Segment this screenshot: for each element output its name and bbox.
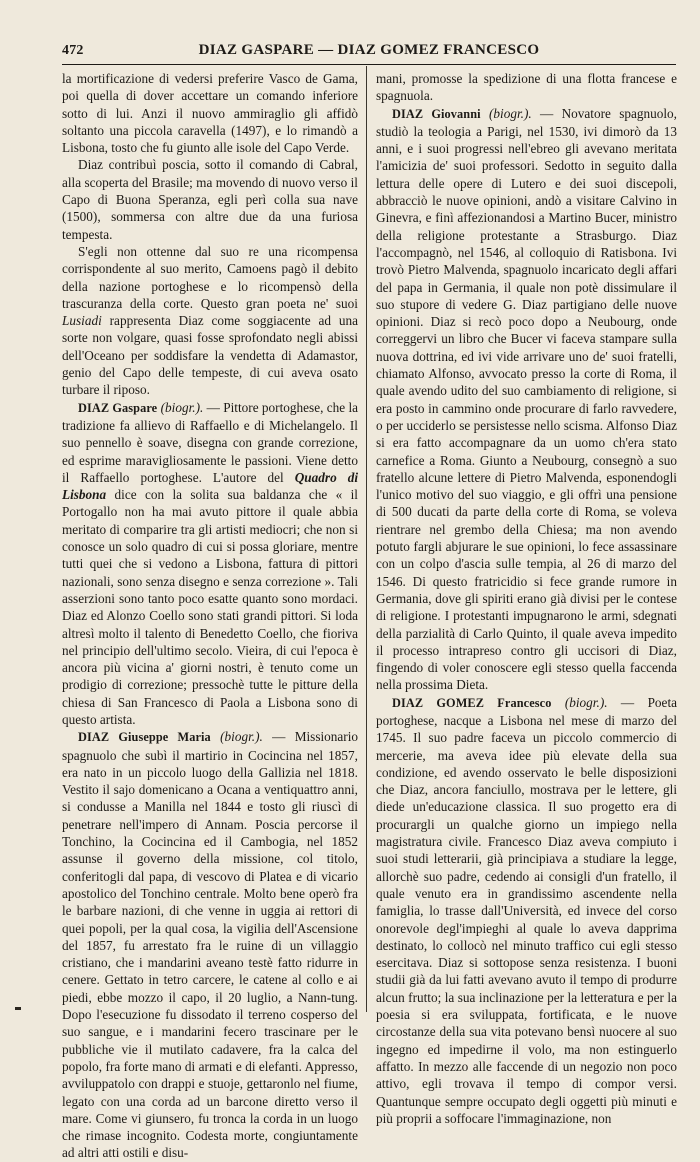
lusiadi-title: Lusiadi: [62, 313, 102, 329]
entry-category-tag: (biogr.).: [160, 399, 204, 415]
entry-category-tag: (biogr.).: [564, 694, 608, 710]
entry-headword: DIAZ Gaspare: [78, 400, 158, 415]
entry-diaz-gaspare: [62, 399, 358, 729]
right-column: [376, 70, 678, 1126]
header-rule: [62, 64, 676, 65]
entry-text-b: dice con la solita sua baldanza che « il Portogallo non ha mai avuto pittore il quale abbia meritato di comparire tra gli artisti mediocri; che non si conosce un solo quadro di cui si possa gloriare, mentre tutti quei che si vedono a Lisbona, fattura di pittori nazionali, sono senza disegno e senza correzione ». Tali asserzioni sono tanto poco esatte quanto sono mordaci. Diaz ed Alonzo Coello sono stati grandi pittori. Si loda altresì molto il talento di Benedetto Coello, che fioriva nel principio dell'ultimo secolo. Vieira, di cui l'epoca è ancora più vicina a' giorni nostri, è tenuto come un prodigio di correzione; pressochè tutte le pitture della chiesa di San Francesco di Paola a Lisbona sono di questo artista.: [62, 487, 358, 727]
entry-diaz-gomez-francesco: [376, 694, 677, 1127]
quadro-di-lisbona-title: Quadro di Lisbona: [62, 469, 359, 503]
entry-diaz-giovanni: [376, 105, 677, 694]
running-head: [62, 40, 676, 62]
entry-category-tag: (biogr.).: [220, 729, 263, 745]
dias-cabral-paragraph: Diaz contribuì poscia, sotto il comando di Cabral, alla scoperta del Brasile; ma movendo di nuovo verso il Capo di Buona Speranza, egli perì colla sua nave (1500), sommersa con altre due da una furiosa tempesta.: [62, 157, 358, 242]
camoens-text-a: S'egli non ottenne dal suo re una ricompensa corrispondente al suo merito, Camoens pagò il debito della nazione portoghese e lo ricompensò della trascuranza della corte. Questo gran poeta ne' suoi: [62, 243, 358, 311]
entry-diaz-giuseppe-maria: [62, 728, 358, 1161]
entry-category-tag: (biogr.).: [488, 105, 532, 121]
entry-text: — Missionario spagnuolo che subì il martirio in Cocincina nel 1857, era nato in un piccolo luogo della Gallizia nel 1818. Vestito il sajo domenicano a Ocana a ventiquattro anni, si condusse a Manilla nel 1844 e tosto gli riuscì di penetrare nell'impero di Annam. Poscia percorse il Tonchino, la Cocincina ed il Cambogia, nel 1852 assunse il governo della missione, col titolo, conferitogli dal papa, di vescovo di Platea e di vicario apostolico del Tonchino centrale. Molto bene operò fra le barbare nazioni, di che venne in uggia ai rettori di quei popoli, per la qual cosa, la vigilia dell'Ascensione del 1857, fu arrestato fra le ruine di un villaggio cristiano, che i mandarini aveano testè fatto ridurre in cenere. Gettato in tetro carcere, le catene al collo e ai piedi, ebbe mozzo il capo, il 20 luglio, a Nann-tung. Dopo l'esecuzione fu dissodato il terreno cosperso del suo sangue, e i mandarini fecero trascinare per le pubbliche vie il mutilato cadavere, fra la calca del popolo, fra forte mano di armati e di elefanti. Appresso, avviluppatolo con drappi e stuoje, gettaronlo nel fiume, legato con una corda ad un barcone diretto verso il mare. Come vi giunsero, fu tronca la corda in un luogo che rimase incognito. Codesta morte, congiuntamente ad altri atti ostili e disu-: [62, 729, 359, 1161]
entry-text-a: — Pittore portoghese, che la tradizione fa allievo di Raffaello e di Michelangelo. Il suo pennello è soave, disegna con grande correzione, ed esprime maravigliosamente le passioni. Viene detto il Raffaello portoghese. L'autore del: [62, 399, 359, 485]
entry-headword: DIAZ GOMEZ Francesco: [392, 695, 552, 710]
giuseppe-continuation: mani, promosse la spedizione di una flotta francese e spagnuola.: [376, 71, 677, 104]
column-divider: [366, 66, 367, 1012]
camoens-paragraph: [62, 243, 358, 399]
running-title: DIAZ GASPARE — DIAZ GOMEZ FRANCESCO: [198, 42, 540, 58]
page-number: 472: [62, 43, 84, 58]
left-column: [62, 70, 359, 1161]
dias-bartolomeo-continuation: la mortificazione di vedersi preferire Vasco de Gama, poi quella di dover accettare un comando inferiore sotto di lui. Anzi il nuovo ammiraglio gli affidò soltanto una piccola caravella (1497), e lo rimandò a Lisbona, tosto che fu giunto alle isole del Capo Verde.: [62, 71, 358, 156]
margin-speck: [15, 1007, 21, 1010]
camoens-text-b: rappresenta Diaz come soggiacente ad una sorte non volgare, quasi fosse sprofondato negli abissi dell'Oceano per soddisfare la vendetta di Adamastor, genio del Capo delle tempeste, di cui aveva osato turbare il riposo.: [62, 313, 358, 398]
entry-text: — Novatore spagnuolo, studiò la teologia a Parigi, nel 1530, ivi dimorò da 13 anni, e i suoi progressi nell'ebreo gli avevano meritata l'amicizia de' suoi professori. Sedotto in seguito dalla lettura delle opere di Lutero e dei suoi discepoli, abbracciò le nuove opinioni, andò a visitare Calvino in Ginevra, e finì affezionandosi a Martino Bucer, ministro della religione protestante a Strasburgo. Diaz l'accompagnò, nel 1546, al colloquio di Ratisbona. Ivi trovò Pietro Malvenda, spagnuolo incaricato degli affari del papa in Germania, il quale non potè dissimulare il suo stupore di vedere G. Diaz partigiano delle nuove opinioni. Diaz si recò poco dopo a Neubourg, onde correggervi un libro che Bucer vi faceva stampare sulla nuova dottrina, ed ivi vide arrivare uno de' suoi fratelli, chiamato Alfonso, avvocato presso la corte di Roma, il quale avendo udito del suo cambiamento di religione, si era posto in cammino onde procurare di farlo ravvedere, o per ucciderlo se persistesse nello scisma. Alfonso Diaz si era fatto accompagnare da un uomo ch'era stato carnefice a Roma. Giunto a Neubourg, consegnò a suo fratello alcune lettere di Pietro Malvenda, esponendogli l'unico motivo del suo viaggio, e gli offrì una pensione di 500 ducati da parte della corte di Roma, se voleva rientrare nel grembo della Chiesa; ma non avendo potuto fargli abjurare le sue opinioni, lo fece assassinare con un colpo d'ascia sulle tempia, al 26 di marzo del 1546. Di questo fratricidio si fece grande rumore in Germania, dove gli spiriti erano già divisi per le contese di religione. I protestanti impugnarono le armi, sdegnati della parzialità di Carlo Quinto, il quale aveva impedito il processo intrapreso contro gli uccisori di Diaz, fingendo di voler conoscere egli stesso quella faccenda nella prossima Dieta.: [376, 105, 677, 693]
entry-headword: DIAZ Giovanni: [392, 106, 481, 121]
entry-text: — Poeta portoghese, nacque a Lisbona nel mese di marzo del 1745. Il suo padre faceva un piccolo commercio di mercerie, ma aveva idee più elevate della sua condizione, ed avendo osservato le belle disposizioni che Diaz, ancora fanciullo, mostrava per le lettere, gli diede un'educazione classica. Il suo progetto era di procurargli un qualche giorno un impiego nella magistratura civile. Francesco Diaz aveva compiuto i suoi studi letterarii, già principiava a studiare la legge, allorchè suo padre, cedendo ai consigli d'un fratello, il quale venuto era in grandissimo ascendente nella famiglia, lo trasse dall'Università, ed invece del corso onorevole degl'impieghi al quale lo aveva dapprima destinato, lo collocò nel minuto traffico cui egli stesso esercitava. Diaz si sottopose senza resistenza. I buoni studii già da lui fatti avevano avuto il tempo di produrre alcun frutto; la sua inclinazione per la letteratura e per la poesia si era sviluppata, fortificata, e le nuove circostanze della sua vita potevano bensì nuocere al suo ingegno ed impedirne il volo, ma non estinguerlo affatto. In mezzo alle faccende di un negozio non poco attivo, egli trovava il tempo di compor versi. Quantunque sempre occupato degli oggetti più minuti e più proprii a soffocare l'immaginazione, non: [376, 694, 678, 1126]
entry-headword: DIAZ Giuseppe Maria: [78, 730, 211, 745]
